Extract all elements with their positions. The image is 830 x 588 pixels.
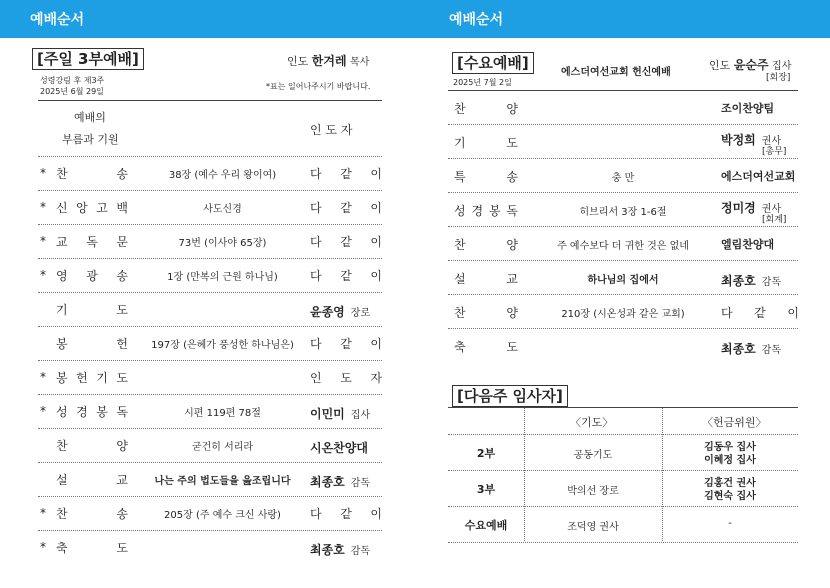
wednesday-date: 2025년 7월 2일 (453, 78, 512, 87)
sunday-service-panel (0, 38, 415, 588)
wed-item-content: 히브리서 3장 1-6절 (579, 207, 667, 218)
stand-marker: * (40, 540, 46, 554)
order-item-content: 굳건히 서리라 (191, 442, 254, 453)
wed-item-label: 축 도 (454, 340, 518, 354)
stand-marker: * (40, 404, 46, 418)
order-item-person: 윤종영 장로 (310, 305, 371, 319)
next-prayer: 박의선 장로 (567, 486, 619, 497)
row-divider (448, 124, 798, 125)
row-divider (38, 496, 382, 497)
row-divider (38, 292, 382, 293)
wed-item-person: 정미경 권사 (721, 201, 782, 215)
call-leader: 인 도 자 (310, 123, 353, 137)
wed-item-person-sub: [회계] (762, 215, 787, 225)
wed-item-person: 박정희 권사 (721, 133, 782, 147)
header-divider (38, 100, 382, 101)
order-item-person: 다 같 이 (310, 167, 382, 181)
order-item-content: 시편 119편 78절 (184, 408, 261, 419)
order-item-person: 이민미 집사 (310, 407, 371, 421)
order-item-content: 205장 (주 예수 크신 사랑) (164, 510, 281, 521)
order-item-label: 봉 헌 기 도 (56, 371, 128, 385)
wed-item-content: 주 예수보다 더 귀한 것은 없네 (557, 241, 689, 252)
order-item-label: 교 독 문 (56, 235, 128, 249)
wed-item-person: 최종호 감독 (721, 274, 782, 288)
wed-item-label: 성 경 봉 독 (454, 204, 518, 218)
row-divider (38, 428, 382, 429)
row-divider (38, 530, 382, 531)
order-item-label: 설 교 (56, 473, 128, 487)
row-divider (448, 226, 798, 227)
stand-marker: * (40, 200, 46, 214)
col-prayer-header: 〈기도〉 (570, 416, 614, 429)
col-offering-header: 〈헌금위원〉 (702, 416, 767, 429)
row-divider (38, 326, 382, 327)
order-item-person: 인 도 자 (310, 371, 382, 385)
wed-item-content: 하나님의 집에서 (587, 275, 659, 286)
wed-item-person: 조이찬양팀 (721, 102, 775, 115)
next-service: 3부 (476, 483, 496, 496)
order-item-label: 찬 양 (56, 439, 128, 453)
wed-item-label: 기 도 (454, 136, 518, 150)
wed-item-person: 엘림찬양대 (721, 238, 775, 251)
stand-marker: * (40, 166, 46, 180)
next-service: 수요예배 (464, 519, 508, 532)
next-offering-2: 김현숙 집사 (704, 491, 756, 502)
leader-role: 목사 (350, 57, 370, 68)
wednesday-title: [수요예배] (452, 52, 534, 74)
order-item-person: 다 같 이 (310, 507, 382, 521)
row-divider (448, 294, 798, 295)
order-item-content: 197장 (은혜가 풍성한 하나님은) (151, 340, 294, 351)
row-divider (448, 158, 798, 159)
wed-item-label: 설 교 (454, 272, 518, 286)
order-item-person: 시온찬양대 (310, 441, 368, 455)
next-offering-2: 이혜정 집사 (704, 455, 756, 466)
stand-marker: * (40, 370, 46, 384)
order-item-content: 나는 주의 법도들을 읊조립니다 (154, 476, 291, 487)
sunday-season: 성령강림 후 제3주 (40, 76, 105, 85)
next-offering-1: 김홍건 권사 (704, 478, 756, 489)
row-divider (38, 462, 382, 463)
wednesday-service-panel (420, 38, 830, 588)
sunday-date: 2025년 6월 29일 (40, 87, 104, 96)
wednesday-leader: 인도 윤순주 집사 (709, 58, 792, 72)
order-item-person: 다 같 이 (310, 201, 382, 215)
sunday-leader (287, 52, 369, 69)
wednesday-subtitle: 에스더여선교회 헌신예배 (561, 67, 671, 78)
order-item-content: 사도신경 (203, 204, 242, 215)
stand-marker: * (40, 234, 46, 248)
row-divider (38, 258, 382, 259)
next-offering-1: - (728, 518, 732, 529)
next-prayer: 공동기도 (573, 450, 613, 461)
leader-name: 한겨레 (311, 54, 347, 68)
order-item-label: 신 앙 고 백 (56, 201, 128, 215)
leader-prefix: 인도 (287, 55, 309, 68)
order-item-content: 1장 (만복의 근원 하나님) (167, 272, 278, 283)
wed-item-label: 찬 양 (454, 238, 518, 252)
wed-item-label: 찬 양 (454, 102, 518, 116)
order-item-label: 성 경 봉 독 (56, 405, 128, 419)
call-label-2: 부름과 기원 (62, 133, 119, 146)
order-item-label: 찬 송 (56, 507, 128, 521)
stand-note: *표는 일어나주시기 바랍니다. (266, 82, 371, 91)
order-item-label: 영 광 송 (56, 269, 128, 283)
order-item-person: 최종호 감독 (310, 543, 371, 557)
sunday-title: [주일 3부예배] (32, 48, 144, 70)
row-divider (38, 394, 382, 395)
order-item-label: 찬 송 (56, 167, 128, 181)
wed-item-person: 에스더여선교회 (721, 170, 796, 183)
row-divider (448, 328, 798, 329)
order-item-person: 최종호 감독 (310, 475, 371, 489)
order-item-person: 다 같 이 (310, 235, 382, 249)
row-divider (448, 506, 798, 507)
right-header-title: 예배순서 (449, 12, 504, 28)
left-header-title: 예배순서 (30, 12, 85, 28)
stand-marker: * (40, 268, 46, 282)
order-item-person: 다 같 이 (310, 269, 382, 283)
row-divider (448, 260, 798, 261)
row-divider (38, 190, 382, 191)
stand-marker: * (40, 506, 46, 520)
wed-item-label: 찬 양 (454, 306, 518, 320)
wed-item-person: 다 같 이 (721, 306, 799, 320)
row-divider (448, 192, 798, 193)
call-label-1: 예배의 (74, 111, 106, 124)
next-offering-1: 김동우 집사 (704, 442, 756, 453)
next-week-title: [다음주 임사자] (452, 385, 568, 407)
order-item-person: 다 같 이 (310, 337, 382, 351)
top-bar (0, 0, 830, 38)
wed-item-content: 210장 (시온성과 같은 교회) (561, 309, 685, 320)
order-item-label: 봉 헌 (56, 337, 128, 351)
row-divider (38, 360, 382, 361)
row-divider (38, 224, 382, 225)
row-divider (448, 470, 798, 471)
order-item-content: 73번 (이사야 65장) (178, 238, 267, 249)
order-item-label: 기 도 (56, 303, 128, 317)
row-divider (448, 542, 798, 543)
order-item-content: 38장 (예수 우리 왕이여) (168, 170, 277, 181)
wednesday-leader-sub: [회장] (766, 73, 791, 83)
wed-item-person-sub: [총무] (762, 147, 787, 157)
wed-item-person: 최종호 감독 (721, 342, 782, 356)
next-service: 2부 (476, 447, 496, 460)
next-prayer: 조덕영 권사 (567, 522, 619, 533)
order-item-label: 축 도 (56, 541, 128, 555)
wed-item-content: 충 만 (611, 173, 635, 184)
wed-item-label: 특 송 (454, 170, 518, 184)
